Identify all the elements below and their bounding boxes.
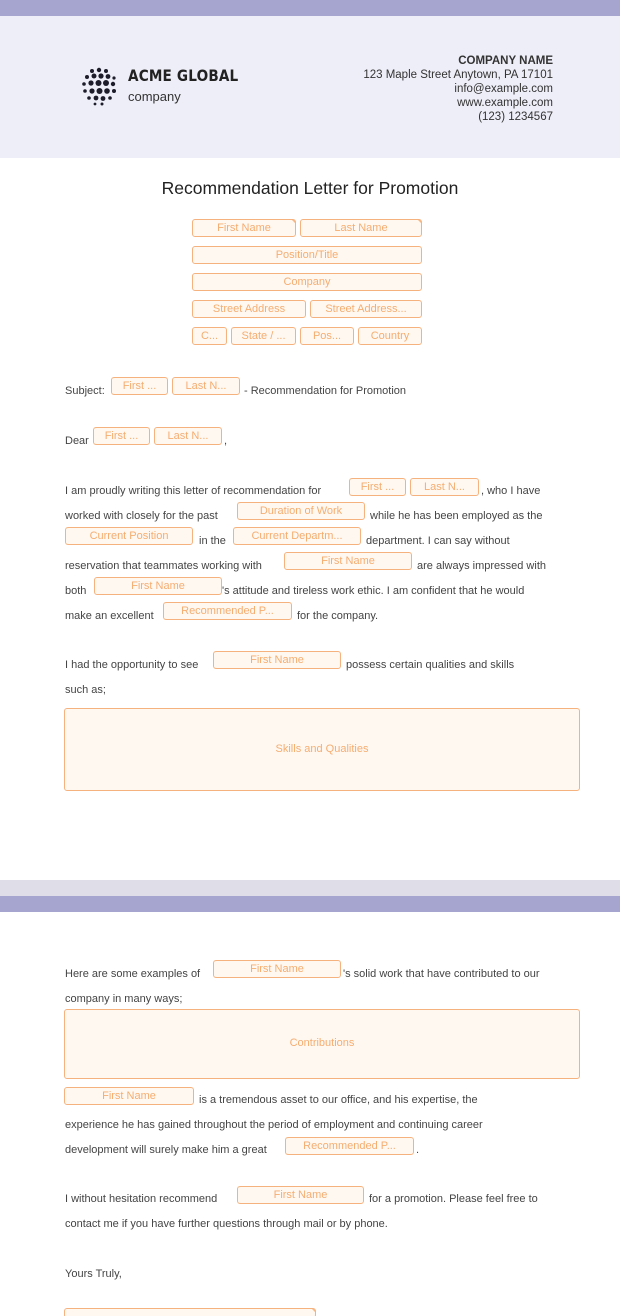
company-address: 123 Maple Street Anytown, PA 17101	[363, 69, 553, 81]
p1-first-name-field[interactable]: First ...	[349, 478, 406, 496]
p1-line1-text-b: , who I have	[481, 485, 541, 497]
globe-logo-icon	[80, 66, 120, 106]
p4-line1-text: is a tremendous asset to our office, and his expertise, the	[199, 1094, 478, 1106]
page-top-band	[0, 0, 620, 16]
p5-line1-text-b: for a promotion. Please feel free to	[369, 1193, 538, 1205]
p3-line1-text-a: Here are some examples of	[65, 968, 201, 980]
skills-and-qualities-field[interactable]: Skills and Qualities	[64, 708, 580, 791]
p1-line6-text-b: for the company.	[297, 610, 379, 622]
p1-line3-text-b: department. I can say without	[366, 535, 510, 547]
logo-name: ACME GLOBAL	[128, 66, 239, 85]
letter-page-2	[0, 896, 620, 1316]
p1-last-name-field[interactable]: Last N...	[410, 478, 479, 496]
company-website: www.example.com	[457, 97, 553, 109]
p5-first-name-field[interactable]: First Name	[237, 1186, 364, 1204]
p1-line2-text-a: worked with closely for the past	[65, 510, 218, 522]
p4-line3-text-b: .	[416, 1144, 420, 1156]
subject-first-name-field[interactable]: First ...	[111, 377, 168, 395]
recipient-first-name-field[interactable]: First Name	[192, 219, 296, 237]
p2-line1-text-b: possess certain qualities and skills	[346, 659, 515, 671]
p4-first-name-field[interactable]: First Name	[64, 1087, 194, 1105]
page-title: Recommendation Letter for Promotion	[161, 178, 459, 198]
page-top-band	[0, 896, 620, 912]
p5-line1-text-a: I without hesitation recommend	[65, 1193, 218, 1205]
salutation-last-name-field[interactable]: Last N...	[154, 427, 222, 445]
p1-line4-first-name-field[interactable]: First Name	[284, 552, 412, 570]
p1-line2-text-b: while he has been employed as the	[370, 510, 543, 522]
subject-suffix: - Recommendation for Promotion	[244, 385, 407, 397]
recipient-postal-field[interactable]: Pos...	[300, 327, 354, 345]
p1-line3-text-a: in the	[199, 535, 226, 547]
signature-field[interactable]	[64, 1308, 316, 1316]
contributions-field[interactable]: Contributions	[64, 1009, 580, 1079]
p3-first-name-field[interactable]: First Name	[213, 960, 341, 978]
recipient-position-field[interactable]: Position/Title	[192, 246, 422, 264]
recipient-street2-field[interactable]: Street Address...	[310, 300, 422, 318]
p2-line1-text-a: I had the opportunity to see	[65, 659, 199, 671]
p1-line5-first-name-field[interactable]: First Name	[94, 577, 222, 595]
recipient-state-field[interactable]: State / ...	[231, 327, 296, 345]
p3-line1-text-b: 's solid work that have contributed to our	[343, 968, 540, 980]
recipient-last-name-field[interactable]: Last Name	[300, 219, 422, 237]
p4-line2-text: experience he has gained throughout the period of employment and continuing career	[65, 1119, 483, 1131]
recipient-company-field[interactable]: Company	[192, 273, 422, 291]
p1-line4-text-a: reservation that teammates working with	[65, 560, 262, 572]
salutation-comma: ,	[224, 435, 228, 447]
subject-label: Subject:	[65, 385, 105, 397]
current-position-field[interactable]: Current Position	[65, 527, 193, 545]
p1-line5-text-b: 's attitude and tireless work ethic. I am confident that he would	[222, 585, 525, 597]
p1-line4-text-b: are always impressed with	[417, 560, 546, 572]
p1-line5-text-a: both	[65, 585, 87, 597]
closing-text: Yours Truly,	[65, 1268, 122, 1280]
company-phone: (123) 1234567	[478, 111, 553, 123]
p2-line2-text: such as;	[65, 684, 106, 696]
company-name: COMPANY NAME	[458, 55, 553, 67]
p4-recommended-position-field[interactable]: Recommended P...	[285, 1137, 414, 1155]
p1-line6-text-a: make an excellent	[65, 610, 154, 622]
p3-line2-text: company in many ways;	[65, 993, 183, 1005]
salutation-first-name-field[interactable]: First ...	[93, 427, 150, 445]
p4-line3-text-a: development will surely make him a great	[65, 1144, 267, 1156]
salutation-label: Dear	[65, 435, 89, 447]
p1-line1-text-a: I am proudly writing this letter of recommendation for	[65, 485, 322, 497]
duration-of-work-field[interactable]: Duration of Work	[237, 502, 365, 520]
recommended-position-field[interactable]: Recommended P...	[163, 602, 292, 620]
recipient-city-field[interactable]: C...	[192, 327, 227, 345]
logo-subtitle: company	[128, 89, 181, 104]
recipient-street-field[interactable]: Street Address	[192, 300, 306, 318]
p2-first-name-field[interactable]: First Name	[213, 651, 341, 669]
recipient-country-field[interactable]: Country	[358, 327, 422, 345]
current-department-field[interactable]: Current Departm...	[233, 527, 361, 545]
company-email: info@example.com	[454, 83, 553, 95]
p5-line2-text: contact me if you have further questions through mail or by phone.	[65, 1218, 388, 1230]
subject-last-name-field[interactable]: Last N...	[172, 377, 240, 395]
